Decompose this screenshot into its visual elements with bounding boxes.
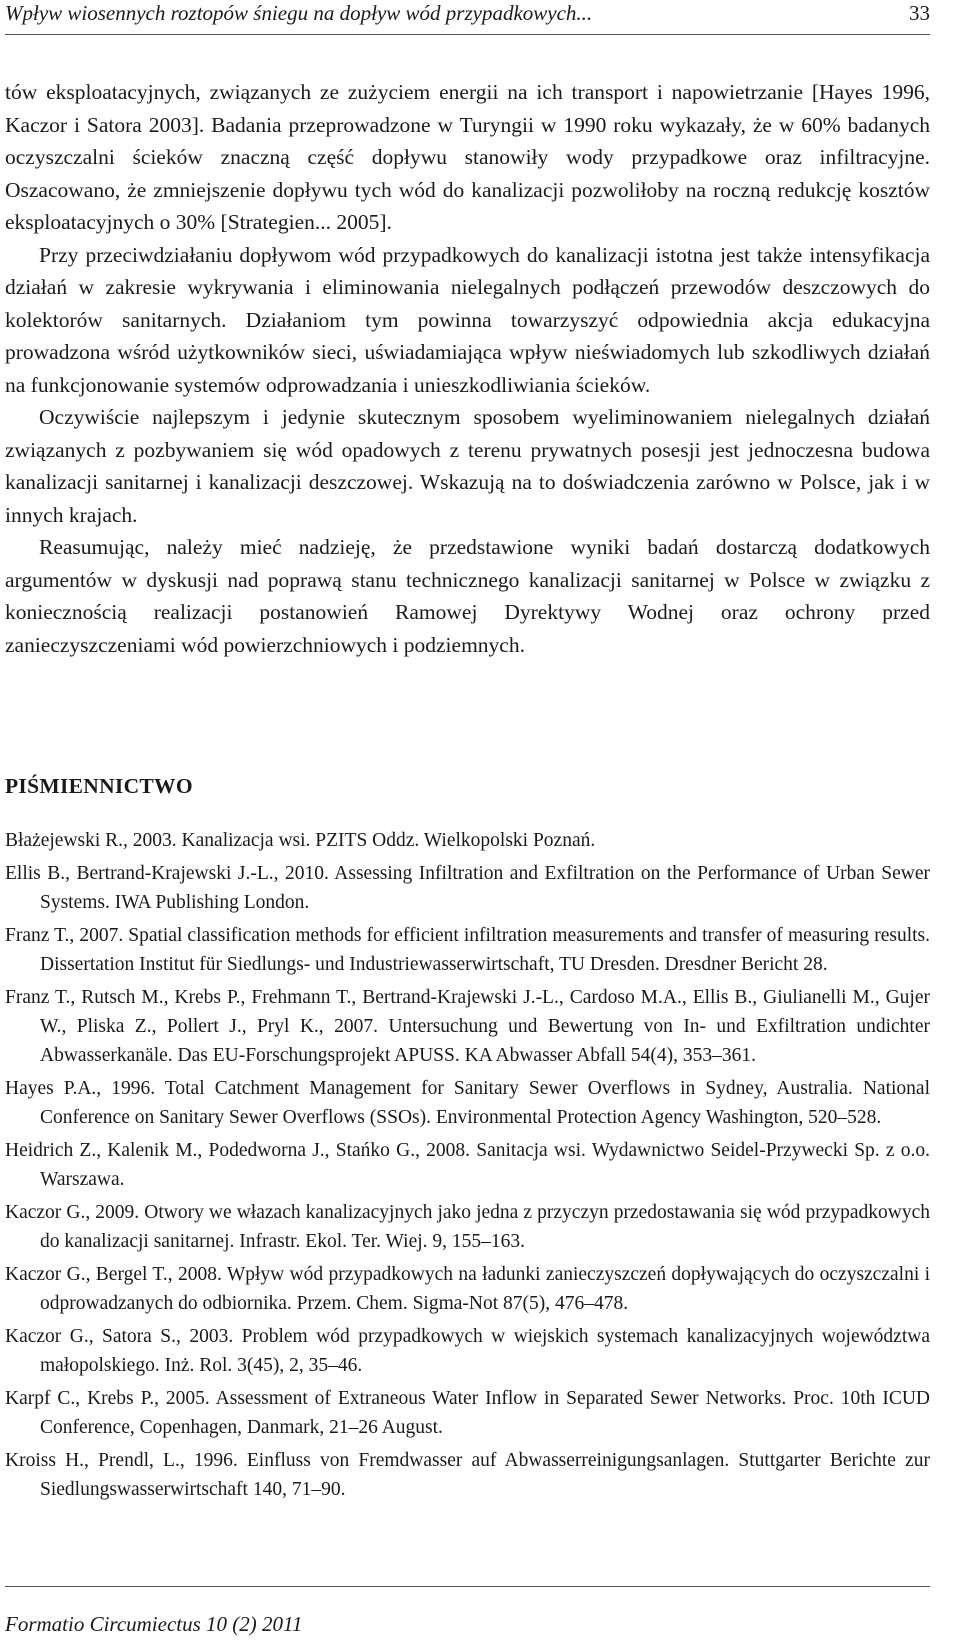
paragraph: tów eksploatacyjnych, związanych ze zużyciem energii na ich transport i napowietrzanie [Hayes 1996, Kaczor i Satora 2003]. Badania przeprowadzone w Turyngii w 1990 roku wykazały, że w 60% badanych oczyszczalni ścieków znaczną część dopływu stanowiły wody przypadkowe oraz infiltracyjne. Oszacowano, że zmniejszenie dopływu tych wód do kanalizacji pozwoliłoby na roczną redukcję kosztów eksploatacyjnych o 30% [Strategien... 2005].: [5, 80, 930, 234]
reference-item: Ellis B., Bertrand-Krajewski J.-L., 2010. Assessing Infiltration and Exfiltration on the Performance of Urban Sewer Systems. IWA Publishing London.: [5, 863, 930, 913]
reference-item: Franz T., 2007. Spatial classification methods for efficient infiltration measurements and transfer of measuring results. Dissertation Institut für Siedlungs- und Industriewasserwirtschaft, TU Dresden. Dresdner Bericht 28.: [5, 925, 930, 975]
reference-item: Kroiss H., Prendl, L., 1996. Einfluss von Fremdwasser auf Abwasserreinigungsanlagen. Stuttgarter Berichte zur Siedlungswasserwirtschaft 140, 71–90.: [5, 1450, 930, 1500]
references-heading: PIŚMIENNICTWO: [5, 774, 193, 798]
paragraph: Oczywiście najlepszym i jedynie skutecznym sposobem wyeliminowaniem nielegalnych działań związanych z pozbywaniem się wód opadowych z terenu prywatnych posesji jest jednoczesna budowa kanalizacji sanitarnej i kanalizacji deszczowej. Wskazują na to doświadczenia zarówno w Polsce, jak i w innych krajach.: [5, 405, 930, 527]
reference-item: Heidrich Z., Kalenik M., Podedworna J., Stańko G., 2008. Sanitacja wsi. Wydawnictwo Seidel-Przywecki Sp. z o.o. Warszawa.: [5, 1140, 930, 1190]
header-divider: [5, 34, 930, 35]
running-title: Wpływ wiosennych roztopów śniegu na dopływ wód przypadkowych...: [5, 1, 593, 25]
reference-item: Hayes P.A., 1996. Total Catchment Management for Sanitary Sewer Overflows in Sydney, Australia. National Conference on Sanitary Sewer Overflows (SSOs). Environmental Protection Agency Washington, 520–528.: [5, 1078, 930, 1128]
paragraph: Przy przeciwdziałaniu dopływom wód przypadkowych do kanalizacji istotna jest także intensyfikacja działań w zakresie wykrywania i eliminowania nielegalnych podłączeń przewodów deszczowych do kolektorów sanitarnych. Działaniom tym powinna towarzyszyć odpowiednia akcja edukacyjna prowadzona wśród użytkowników sieci, uświadamiająca wpływ nieświadomych lub szkodliwych działań na funkcjonowanie systemów odprowadzania i unieszkodliwiania ścieków.: [5, 242, 930, 397]
reference-item: Kaczor G., Satora S., 2003. Problem wód przypadkowych w wiejskich systemach kanalizacyjnych województwa małopolskiego. Inż. Rol. 3(45), 2, 35–46.: [5, 1326, 930, 1376]
reference-item: Kaczor G., Bergel T., 2008. Wpływ wód przypadkowych na ładunki zanieczyszczeń dopływających do oczyszczalni i odprowadzanych do odbiornika. Przem. Chem. Sigma-Not 87(5), 476–478.: [5, 1264, 930, 1314]
journal-footer: Formatio Circumiectus 10 (2) 2011: [5, 1612, 303, 1636]
reference-item: Karpf C., Krebs P., 2005. Assessment of Extraneous Water Inflow in Separated Sewer Networks. Proc. 10th ICUD Conference, Copenhagen, Danmark, 21–26 August.: [5, 1388, 930, 1438]
footer-divider: [5, 1586, 930, 1587]
page-number: 33: [909, 1, 930, 25]
reference-item: Kaczor G., 2009. Otwory we włazach kanalizacyjnych jako jedna z przyczyn przedostawania się wód przypadkowych do kanalizacji sanitarnej. Infrastr. Ekol. Ter. Wiej. 9, 155–163.: [5, 1202, 930, 1252]
page-header: [5, 0, 930, 26]
reference-item: Błażejewski R., 2003. Kanalizacja wsi. PZITS Oddz. Wielkopolski Poznań.: [5, 830, 596, 851]
references-list: [5, 826, 930, 1508]
reference-item: Franz T., Rutsch M., Krebs P., Frehmann T., Bertrand-Krajewski J.-L., Cardoso M.A., Ellis B., Giulianelli M., Gujer W., Pliska Z., Pollert J., Pryl K., 2007. Untersuchung und Bewertung von In- und Exfiltration undichter Abwasserkanäle. Das EU-Forschungsprojekt APUSS. KA Abwasser Abfall 54(4), 353–361.: [5, 987, 930, 1066]
paragraph: Reasumując, należy mieć nadzieję, że przedstawione wyniki badań dostarczą dodatkowych argumentów w dyskusji nad poprawą stanu technicznego kanalizacji sanitarnej w Polsce w związku z koniecznością realizacji postanowień Ramowej Dyrektywy Wodnej oraz ochrony przed zanieczyszczeniami wód powierzchniowych i podziemnych.: [5, 535, 930, 657]
body-text: [5, 76, 930, 661]
